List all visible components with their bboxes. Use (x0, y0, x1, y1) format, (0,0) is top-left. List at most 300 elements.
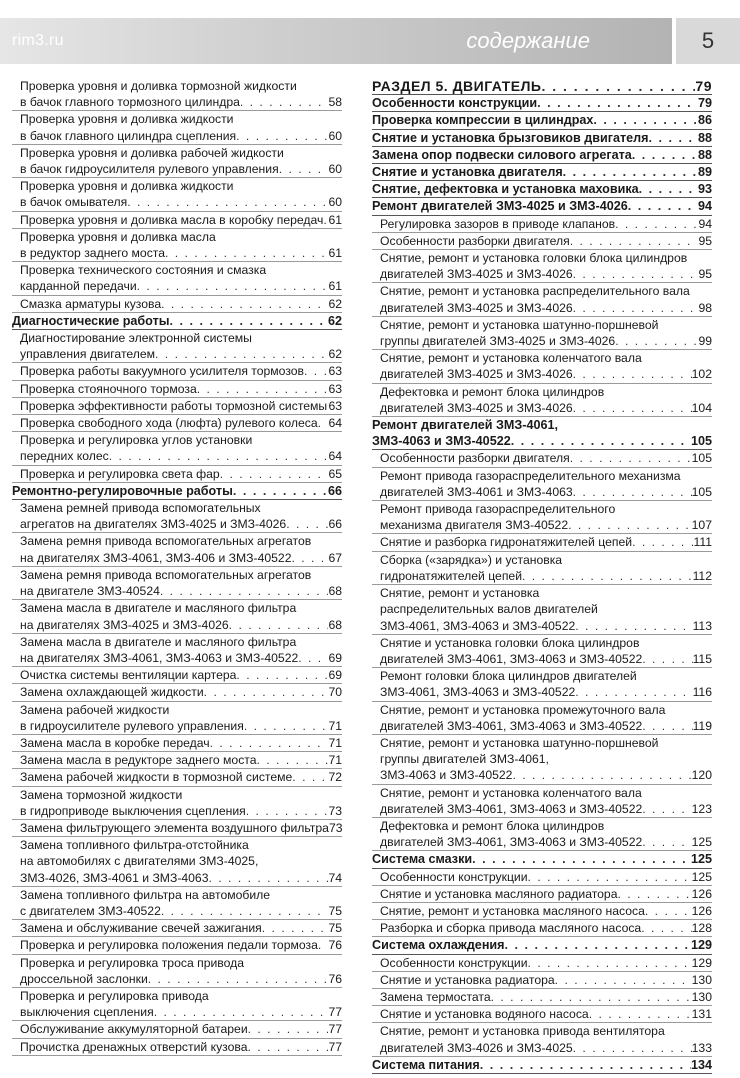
dot-leader (154, 1004, 329, 1020)
toc-page-number: 125 (691, 869, 712, 884)
toc-entry-title-line: Снятие, ремонт и установка коленчатого вала (380, 785, 642, 800)
toc-entry-title-line: Проверка и регулировка привода (20, 988, 209, 1003)
toc-entry-title-line: Дефектовка и ремонт блока цилиндров (380, 384, 605, 399)
toc-entry (372, 233, 712, 250)
toc-entry (12, 1039, 342, 1056)
toc-entry-title-line: Обслуживание аккумуляторной батареи (20, 1022, 248, 1037)
toc-entry-last-line (12, 313, 342, 329)
toc-entry-title-line: Проверка и регулировка троса привода (20, 955, 245, 970)
dot-leader (318, 937, 329, 953)
toc-page-number: 68 (328, 584, 342, 599)
toc-page-number: 63 (328, 381, 342, 396)
toc-entry-title-line: Снятие, ремонт и установка (380, 586, 540, 601)
toc-entry-title-line: Замена масла в коробке передач (20, 735, 210, 750)
dot-leader (642, 651, 692, 667)
dot-leader (286, 516, 328, 532)
toc-entry-last-line (20, 94, 342, 110)
toc-entry (372, 552, 712, 585)
toc-entry-title-line: Проверка уровня и доливка тормозной жидкости (20, 79, 297, 93)
dot-leader (639, 181, 698, 197)
dot-leader (541, 78, 695, 94)
toc-entry-title-line: механизма двигателя ЗМЗ-40522 (380, 518, 569, 533)
toc-page-number: 125 (691, 835, 712, 850)
toc-entry (372, 818, 712, 851)
toc-entry-last-line (20, 161, 342, 177)
toc-entry-title-line: Снятие и разборка гидронатяжителей цепей (380, 535, 633, 550)
toc-entry-title-line: Очистка системы вентиляции картера (20, 668, 237, 683)
toc-page-number: 75 (328, 921, 342, 936)
toc-entry-last-line (372, 851, 712, 867)
toc-entry-title-line: в бачок главного цилиндра сцепления (20, 128, 237, 143)
toc-page-number: 63 (328, 398, 342, 413)
toc-entry (12, 667, 342, 684)
toc-entry (12, 820, 342, 837)
dot-leader (615, 216, 698, 232)
toc-entry-title-line: Проверка стояночного тормоза (20, 381, 197, 396)
toc-part-heading (372, 78, 712, 95)
toc-section-heading (372, 112, 712, 129)
toc-entry-last-line (372, 78, 712, 94)
toc-entry-title-line: Замена тормозной жидкости (20, 787, 183, 802)
toc-entry-title-line: на двигателях ЗМЗ-4061, ЗМЗ-4063 и ЗМЗ-40522 (20, 650, 299, 665)
toc-page-number: 64 (328, 449, 342, 464)
toc-page-number: 79 (695, 78, 712, 94)
toc-entry-title-line: на двигателе ЗМЗ-40524 (20, 584, 160, 599)
toc-entry (12, 432, 342, 465)
dot-leader (248, 1039, 329, 1055)
toc-entry-last-line (20, 1021, 342, 1037)
toc-entry-last-line (380, 266, 712, 282)
dot-leader (575, 684, 692, 700)
toc-entry (12, 178, 342, 211)
toc-entry-title-line: Снятие, ремонт и установка промежуточного вала (380, 702, 666, 717)
toc-entry-title-line: Снятие, ремонт и установка привода вентилятора (380, 1024, 665, 1039)
toc-entry (12, 937, 342, 954)
toc-entry-title-line: Проверка уровня и доливка жидкости (20, 112, 234, 127)
dot-leader (573, 266, 699, 282)
toc-entry-last-line (20, 466, 342, 482)
toc-entry-last-line (380, 767, 712, 783)
header-bar (0, 18, 672, 64)
toc-page-number: 111 (693, 535, 712, 550)
toc-entry-title-line: Проверка уровня и доливка масла в коробку передач (20, 212, 324, 227)
toc-entry-title-line: гидронатяжителей цепей (380, 568, 523, 583)
toc-entry (372, 350, 712, 383)
toc-entry (12, 837, 342, 887)
toc-page-number: 71 (328, 718, 342, 733)
toc-entry-title-line: Проверка и регулировка углов установки (20, 433, 253, 448)
toc-entry-last-line (12, 483, 342, 499)
toc-entry-title-line: Замена опор подвески силового агрегата (372, 147, 632, 162)
toc-entry-title-line: Снятие и установка водяного насоса (380, 1007, 589, 1022)
toc-entry (12, 262, 342, 295)
toc-entry-title-line: карданной передачи (20, 279, 137, 294)
toc-page-number: 131 (691, 1007, 712, 1022)
toc-entry-last-line (380, 718, 712, 734)
dot-leader (127, 194, 328, 210)
toc-entry-title-line: двигателей ЗМЗ-4025 и ЗМЗ-4026 (380, 300, 573, 315)
toc-entry-last-line (20, 346, 342, 362)
toc-entry-last-line (20, 128, 342, 144)
toc-entry (12, 296, 342, 313)
toc-entry (12, 752, 342, 769)
dot-leader (204, 684, 329, 700)
toc-entry (12, 466, 342, 483)
toc-entry-title-line: в гидроусилителе рулевого управления (20, 718, 244, 733)
toc-entry-title-line: двигателей ЗМЗ-4061, ЗМЗ-4063 и ЗМЗ-40522 (380, 801, 643, 816)
toc-entry-last-line (20, 903, 342, 919)
toc-entry-title-line: на двигателях ЗМЗ-4061, ЗМЗ-406 и ЗМЗ-40522 (20, 550, 292, 565)
toc-page-number: 76 (328, 971, 342, 986)
toc-section-heading (372, 181, 712, 198)
toc-entry-title-line: Проверка технического состояния и смазка (20, 263, 267, 278)
toc-entry-title-line: двигателей ЗМЗ-4025 и ЗМЗ-4026 (380, 400, 573, 415)
dot-leader (229, 617, 329, 633)
toc-entry-title-line: двигателей ЗМЗ-4061, ЗМЗ-4063 и ЗМЗ-40522 (380, 718, 643, 733)
dot-leader (244, 718, 329, 734)
toc-entry-title-line: Ремонт головки блока цилиндров двигателей (380, 669, 637, 684)
dot-leader (210, 735, 329, 751)
toc-page-number: 93 (697, 182, 712, 197)
toc-entry (12, 111, 342, 144)
toc-entry-last-line (380, 903, 712, 919)
toc-entry-title-line: управления двигателем (20, 347, 156, 362)
toc-page-number: 66 (328, 517, 342, 532)
dot-leader (568, 517, 692, 533)
toc-page-number: 113 (692, 618, 712, 633)
dot-leader (537, 95, 698, 111)
toc-page-number: 73 (328, 803, 342, 818)
toc-entry-last-line (20, 583, 342, 599)
toc-entry-last-line (380, 869, 712, 885)
toc-entry (372, 501, 712, 534)
page-header (0, 18, 740, 64)
toc-entry-last-line (20, 735, 342, 751)
toc-entry-title-line: Проверка работы вакуумного усилителя тормозов (20, 364, 305, 379)
toc-entry (12, 702, 342, 735)
toc-entry-last-line (380, 366, 712, 382)
toc-entry (372, 920, 712, 937)
toc-entry (372, 972, 712, 989)
dot-leader (573, 1040, 692, 1056)
toc-entry-title-line: Замена масла в редукторе заднего моста (20, 753, 257, 768)
toc-entry-last-line (20, 194, 342, 210)
toc-entry (12, 567, 342, 600)
toc-entry-title-line: Снятие и установка головки блока цилиндров (380, 635, 640, 650)
toc-entry-last-line (20, 617, 342, 633)
toc-page-number: 77 (328, 1039, 342, 1054)
toc-page-number: 94 (697, 199, 712, 214)
dot-leader (573, 484, 692, 500)
toc-page-number: 61 (328, 279, 342, 294)
toc-entry (372, 534, 712, 551)
toc-entry-last-line (380, 1006, 712, 1022)
toc-entry-title-line: Проверка уровня и доливка рабочей жидкости (20, 145, 284, 160)
toc-page-number: 128 (691, 921, 712, 936)
toc-page-number: 126 (691, 886, 712, 901)
dot-leader (570, 233, 699, 249)
toc-entry (12, 1021, 342, 1038)
section-title: содержание (466, 28, 590, 53)
toc-section-heading (372, 851, 712, 868)
toc-entry-title-line: Прочистка дренажных отверстий кузова (20, 1039, 248, 1054)
toc-entry-title-line: двигателей ЗМЗ-4061, ЗМЗ-4063 и ЗМЗ-40522 (380, 651, 643, 666)
toc-entry-last-line (20, 1039, 342, 1055)
toc-entry-last-line (372, 164, 712, 180)
toc-entry (372, 635, 712, 668)
site-name: rim3.ru (12, 32, 64, 49)
dot-leader (472, 851, 691, 867)
toc-entry-title-line: агрегатов на двигателях ЗМЗ-4025 и ЗМЗ-4026 (20, 517, 287, 532)
toc-entry-last-line (372, 130, 712, 146)
toc-page-number: 72 (328, 770, 342, 785)
toc-entry-title-line: в гидроприводе выключения сцепления (20, 803, 246, 818)
toc-entry-last-line (20, 971, 342, 987)
toc-page-number: 86 (697, 113, 712, 128)
toc-entry-last-line (372, 95, 712, 111)
toc-entry-title-line: дроссельной заслонки (20, 971, 148, 986)
toc-page-number: 61 (328, 212, 342, 227)
dot-leader (220, 466, 329, 482)
toc-entry (12, 735, 342, 752)
dot-leader (318, 415, 329, 431)
toc-page-number: 73 (328, 820, 343, 835)
toc-entry-title-line: Снятие и установка двигателя (372, 165, 563, 180)
toc-page-number: 112 (692, 568, 712, 583)
toc-entry (12, 533, 342, 566)
toc-entry-title-line: двигателей ЗМЗ-4025 и ЗМЗ-4026 (380, 367, 573, 382)
toc-entry-title-line: двигателей ЗМЗ-4026 и ЗМЗ-4025 (380, 1040, 573, 1055)
toc-entry-title-line: Снятие, дефектовка и установка маховика (372, 182, 639, 197)
toc-entry (372, 450, 712, 467)
dot-leader (573, 300, 699, 316)
toc-entry-title-line: Проверка компрессии в цилиндрах (372, 113, 594, 128)
toc-entry (372, 585, 712, 635)
dot-leader (246, 803, 329, 819)
toc-page-number: 71 (328, 753, 342, 768)
toc-entry (12, 145, 342, 178)
toc-entry-last-line (380, 618, 712, 634)
toc-entry-title-line: Замена фильтрующего элемента воздушного фильтра (20, 820, 329, 835)
toc-entry-last-line (20, 448, 342, 464)
toc-entry (372, 1006, 712, 1023)
toc-entry-title-line: Особенности конструкции (372, 96, 538, 111)
toc-page-number: 75 (328, 903, 342, 918)
toc-entry-title-line: Диагностирование электронной системы (20, 331, 252, 346)
dot-leader (165, 245, 328, 261)
toc-page-number: 69 (328, 650, 342, 665)
toc-page-number: 129 (690, 938, 712, 953)
dot-leader (573, 400, 692, 416)
toc-entry-title-line: Проверка и регулировка света фар (20, 466, 220, 481)
page-number: 5 (676, 18, 740, 64)
dot-leader (161, 296, 328, 312)
toc-section-heading (372, 1057, 712, 1074)
toc-entry (372, 384, 712, 417)
toc-page-number: 134 (690, 1057, 712, 1072)
toc-entry-title-line: Разборка и сборка привода масляного насоса (380, 921, 642, 936)
dot-leader (240, 94, 329, 110)
dot-leader (236, 128, 328, 144)
toc-entry-last-line (380, 216, 712, 232)
toc-entry-title-line: в бачок гидроусилителя рулевого управления (20, 162, 279, 177)
toc-entry (372, 903, 712, 920)
toc-entry (372, 886, 712, 903)
toc-entry-title-line: Снятие, ремонт и установка коленчатого вала (380, 351, 642, 366)
toc-entry (372, 317, 712, 350)
toc-entry-last-line (380, 517, 712, 533)
dot-leader (617, 886, 691, 902)
toc-entry-title-line: с двигателем ЗМЗ-40522 (20, 903, 161, 918)
toc-entry-title-line: Замена ремня привода вспомогательных агрегатов (20, 534, 312, 549)
toc-entry-title-line: Замена рабочей жидкости в тормозной системе (20, 770, 293, 785)
toc-entry-title-line: Дефектовка и ремонт блока цилиндров (380, 818, 605, 833)
toc-page-number: 62 (328, 347, 342, 362)
dot-leader (197, 381, 329, 397)
toc-entry (372, 869, 712, 886)
dot-leader (528, 869, 692, 885)
dot-leader (555, 972, 692, 988)
dot-leader (563, 164, 698, 180)
dot-leader (257, 752, 329, 768)
toc-entry-title-line: Сборка («зарядка») и установка (380, 552, 563, 567)
toc-page-number: 69 (328, 668, 342, 683)
dot-leader (505, 937, 691, 953)
toc-right-column (372, 78, 712, 1074)
toc-entry-last-line (372, 112, 712, 128)
toc-entry (12, 887, 342, 920)
toc-entry-title-line: ЗМЗ-4026, ЗМЗ-4061 и ЗМЗ-4063 (20, 870, 209, 885)
dot-leader (233, 483, 328, 499)
dot-leader (642, 834, 691, 850)
toc-entry-title-line: ЗМЗ-4061, ЗМЗ-4063 и ЗМЗ-40522 (380, 618, 576, 633)
dot-leader (160, 583, 329, 599)
dot-leader (137, 278, 329, 294)
toc-entry-title-line: группы двигателей ЗМЗ-4061, (380, 752, 549, 767)
toc-page-number: 119 (692, 718, 712, 733)
toc-entry-title-line: Ремонтно-регулировочные работы (12, 483, 233, 498)
toc-page-number: 94 (698, 216, 712, 231)
dot-leader (593, 112, 698, 128)
toc-page-number: 77 (328, 1022, 342, 1037)
toc-entry-last-line (372, 937, 712, 953)
toc-entry-title-line: Система смазки (372, 852, 473, 867)
dot-leader (161, 903, 329, 919)
dot-leader (573, 366, 692, 382)
toc-page-number: 89 (697, 165, 712, 180)
toc-entry-title-line: Особенности разборки двигателя (380, 451, 570, 466)
toc-entry (12, 600, 342, 633)
toc-entry-title-line: Снятие, ремонт и установка масляного насоса (380, 903, 645, 918)
toc-entry-last-line (20, 245, 342, 261)
toc-entry-title-line: Замена ремня привода вспомогательных агрегатов (20, 567, 312, 582)
dot-leader (279, 161, 329, 177)
toc-entry-title-line: Замена термостата (380, 989, 491, 1004)
toc-entry-title-line: Снятие и установка масляного радиатора (380, 886, 618, 901)
toc-entry (12, 955, 342, 988)
toc-entry-last-line (372, 181, 712, 197)
toc-entry-title-line: Замена масла в двигателе и масляного фильтра (20, 634, 297, 649)
toc-entry-title-line: Регулировка зазоров в приводе клапанов (380, 216, 616, 231)
toc-entry (12, 787, 342, 820)
toc-page-number: 105 (690, 434, 712, 449)
toc-page-number: 105 (691, 451, 712, 466)
toc-entry-title-line: Диагностические работы (12, 313, 170, 328)
toc-left-column (12, 78, 342, 1056)
dot-leader (292, 769, 328, 785)
toc-entry-title-line: Снятие, ремонт и установка распределительного вала (380, 284, 690, 299)
toc-entry-title-line: в бачок омывателя (20, 195, 128, 210)
toc-entry-title-line: Замена ремней привода вспомогательных (20, 501, 261, 516)
toc-page-number: 62 (328, 296, 342, 311)
toc-section-heading (372, 937, 712, 954)
toc-entry-last-line (380, 568, 712, 584)
toc-entry-last-line (20, 278, 342, 294)
toc-entry-title-line: ЗМЗ-4063 и ЗМЗ-40522 (372, 434, 511, 449)
dot-leader (304, 363, 328, 379)
toc-entry-last-line (20, 381, 342, 397)
dot-leader (491, 989, 692, 1005)
toc-page-number: 88 (697, 130, 712, 145)
toc-entry-title-line: группы двигателей ЗМЗ-4025 и ЗМЗ-4026 (380, 334, 616, 349)
toc-entry-title-line: Ремонт двигателей ЗМЗ-4061, (372, 418, 558, 433)
toc-entry-last-line (380, 920, 712, 936)
toc-entry-last-line (20, 684, 342, 700)
toc-entry (12, 78, 342, 111)
toc-entry-title-line: Ремонт привода газораспределительного механизма (380, 468, 681, 483)
toc-page-number: 79 (697, 96, 712, 111)
toc-entry-title-line: Особенности конструкции (380, 955, 528, 970)
dot-leader (291, 550, 328, 566)
toc-page-number: 68 (328, 617, 342, 632)
dot-leader (632, 534, 693, 550)
toc-entry (12, 229, 342, 262)
toc-entry-title-line: распределительных валов двигателей (380, 602, 598, 617)
toc-page-number: 77 (328, 1005, 342, 1020)
toc-entry-last-line (20, 870, 342, 886)
toc-entry-title-line: Замена масла в двигателе и масляного фильтра (20, 601, 297, 616)
toc-entry (12, 988, 342, 1021)
toc-section-heading (372, 147, 712, 164)
toc-page-number: 88 (697, 147, 712, 162)
toc-page-number: 105 (691, 484, 712, 499)
toc-page-number: 95 (698, 267, 712, 282)
dot-leader (615, 333, 698, 349)
toc-entry-last-line (380, 534, 712, 550)
toc-entry (372, 216, 712, 233)
toc-entry (12, 212, 342, 229)
toc-page-number: 107 (691, 518, 712, 533)
dot-leader (155, 346, 328, 362)
toc-entry-last-line (20, 296, 342, 312)
toc-entry-title-line: на автомобилях с двигателями ЗМЗ-4025, (20, 854, 259, 869)
toc-entry-last-line (20, 650, 342, 666)
toc-entry-last-line (20, 667, 342, 683)
toc-entry-last-line (380, 1040, 712, 1056)
toc-section-heading (372, 95, 712, 112)
toc-entry (12, 920, 342, 937)
dot-leader (645, 903, 692, 919)
toc-entry-title-line: Снятие и установка брызговиков двигателя (372, 130, 649, 145)
toc-entry-title-line: Замена и обслуживание свечей зажигания (20, 921, 262, 936)
toc-entry-last-line (20, 752, 342, 768)
toc-page-number: 66 (327, 483, 342, 498)
toc-entry (372, 668, 712, 701)
toc-entry-last-line (380, 989, 712, 1005)
toc-page-number: 65 (328, 466, 342, 481)
toc-entry (12, 684, 342, 701)
toc-entry-title-line: Проверка уровня и доливка масла (20, 229, 216, 244)
